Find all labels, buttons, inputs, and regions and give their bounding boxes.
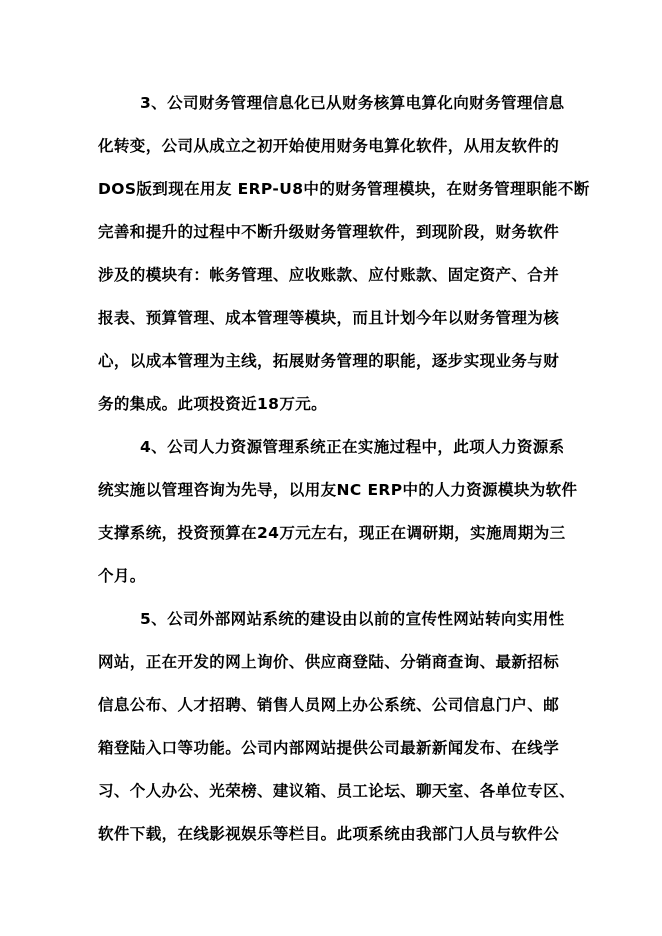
paragraph-5-line-6: 软件下载，在线影视娱乐等栏目。此项系统由我部门人员与软件公 <box>98 825 560 843</box>
paragraph-4-line-1: 4、公司人力资源管理系统正在实施过程中，此项人力资源系 <box>140 438 565 456</box>
paragraph-4-line-4: 个月。 <box>98 567 146 585</box>
paragraph-5-line-4: 箱登陆入口等功能。公司内部网站提供公司最新新闻发布、在线学 <box>98 739 560 757</box>
paragraph-5-line-5: 习、个人办公、光荣榜、建议箱、员工论坛、聊天室、各单位专区、 <box>98 782 576 800</box>
paragraph-3-line-4: 完善和提升的过程中不断升级财务管理软件，到现阶段，财务软件 <box>98 223 560 241</box>
paragraph-5-line-2: 网站，正在开发的网上询价、供应商登陆、分销商查询、最新招标 <box>98 653 560 671</box>
paragraph-3-line-7: 心，以成本管理为主线，拓展财务管理的职能，逐步实现业务与财 <box>98 352 560 370</box>
paragraph-5-line-3: 信息公布、人才招聘、销售人员网上办公系统、公司信息门户、邮 <box>98 696 560 714</box>
paragraph-4-line-2: 统实施以管理咨询为先导，以用友NC ERP中的人力资源模块为软件 <box>98 481 578 499</box>
paragraph-3-line-1: 3、公司财务管理信息化已从财务核算电算化向财务管理信息 <box>140 94 565 112</box>
paragraph-3-line-3: DOS版到现在用友 ERP-U8中的财务管理模块，在财务管理职能不断 <box>98 180 590 198</box>
paragraph-3-line-8: 务的集成。此项投资近18万元。 <box>98 395 328 413</box>
paragraph-3-line-6: 报表、预算管理、成本管理等模块，而且计划今年以财务管理为核 <box>98 309 560 327</box>
paragraph-3-line-5: 涉及的模块有：帐务管理、应收账款、应付账款、固定资产、合并 <box>98 266 560 284</box>
paragraph-5-line-1: 5、公司外部网站系统的建设由以前的宣传性网站转向实用性 <box>140 610 565 628</box>
paragraph-4-line-3: 支撑系统，投资预算在24万元左右，现正在调研期，实施周期为三 <box>98 524 566 542</box>
paragraph-3-line-2: 化转变，公司从成立之初开始使用财务电算化软件，从用友软件的 <box>98 137 560 155</box>
